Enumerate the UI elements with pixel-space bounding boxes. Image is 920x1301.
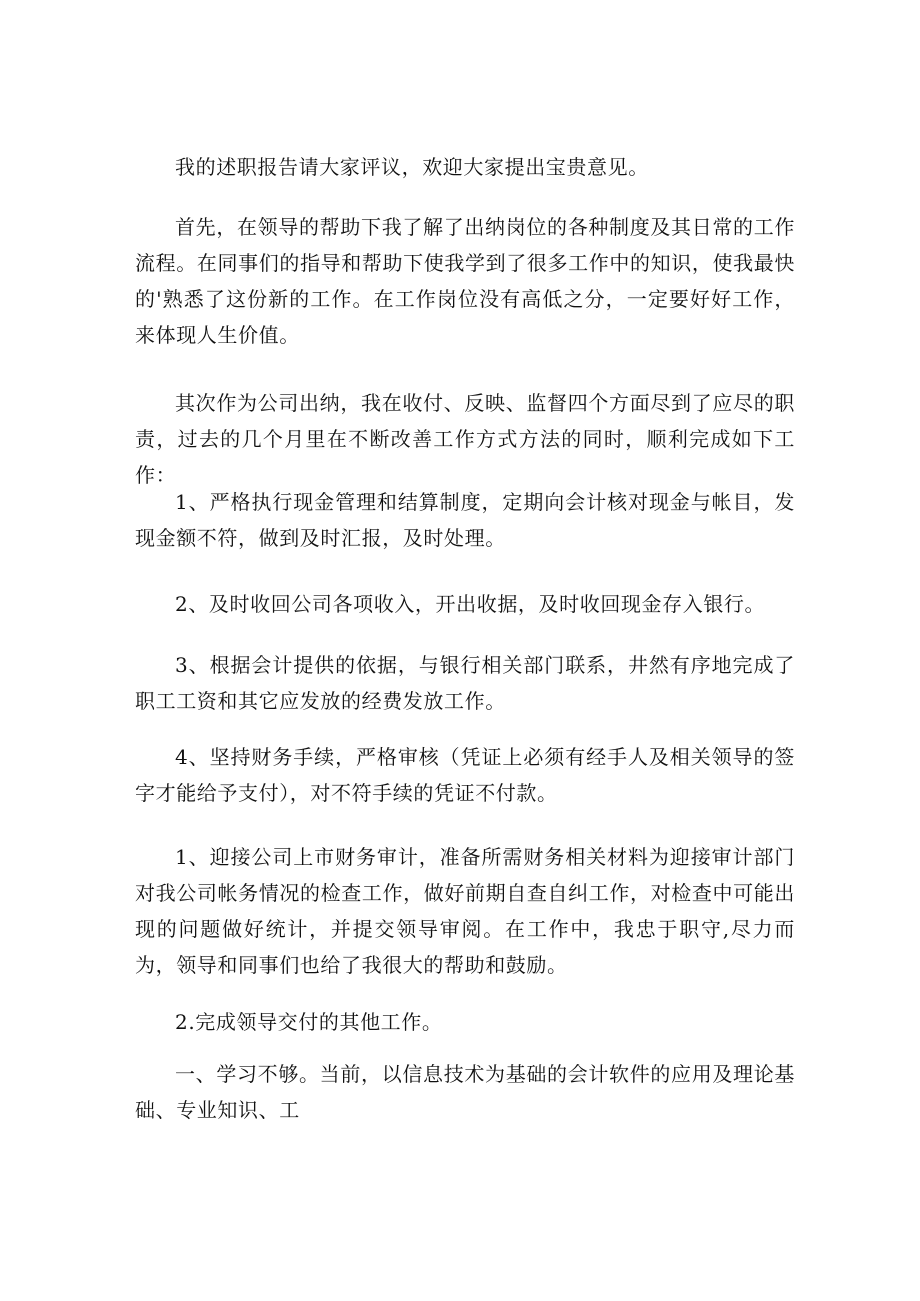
paragraph-item-2-income: 2、及时收回公司各项收入，开出收据，及时收回现金存入银行。 — [175, 592, 766, 616]
paragraph-other-work: 2.完成领导交付的其他工作。 — [175, 1010, 443, 1034]
paragraph-review-request: 我的述职报告请大家评议，欢迎大家提出宝贵意见。 — [175, 155, 649, 179]
paragraph-shortcoming: 一、学习不够。当前，以信息技术为基础的会计软件的应用及理论基础、专业知识、工 — [135, 1062, 795, 1122]
paragraph-first-learning: 首先，在领导的帮助下我了解了出纳岗位的各种制度及其日常的工作流程。在同事们的指导和帮助下使我学到了很多工作中的知识，使我最快的'熟悉了这份新的工作。在工作岗位没有高低之分，一定要好好工作，来体现人生价值。 — [135, 215, 795, 347]
paragraph-audit: 1、迎接公司上市财务审计，准备所需财务相关材料为迎接审计部门对我公司帐务情况的检查工作，做好前期自查自纠工作，对检查中可能出现的问题做好统计，并提交领导审阅。在工作中，我忠于职守,尽力而为，领导和同事们也给了我很大的帮助和鼓励。 — [135, 845, 795, 977]
paragraph-item-1-cash: 1、严格执行现金管理和结算制度，定期向会计核对现金与帐目，发现金额不符，做到及时汇报，及时处理。 — [135, 490, 795, 550]
paragraph-item-4-procedures: 4、坚持财务手续，严格审核（凭证上必须有经手人及相关领导的签字才能给予支付），对不符手续的凭证不付款。 — [135, 745, 795, 805]
paragraph-item-3-wages: 3、根据会计提供的依据，与银行相关部门联系，井然有序地完成了职工工资和其它应发放的经费发放工作。 — [135, 653, 795, 713]
paragraph-second-duties: 其次作为公司出纳，我在收付、反映、监督四个方面尽到了应尽的职责，过去的几个月里在不断改善工作方式方法的同时，顺利完成如下工作： — [135, 391, 795, 487]
